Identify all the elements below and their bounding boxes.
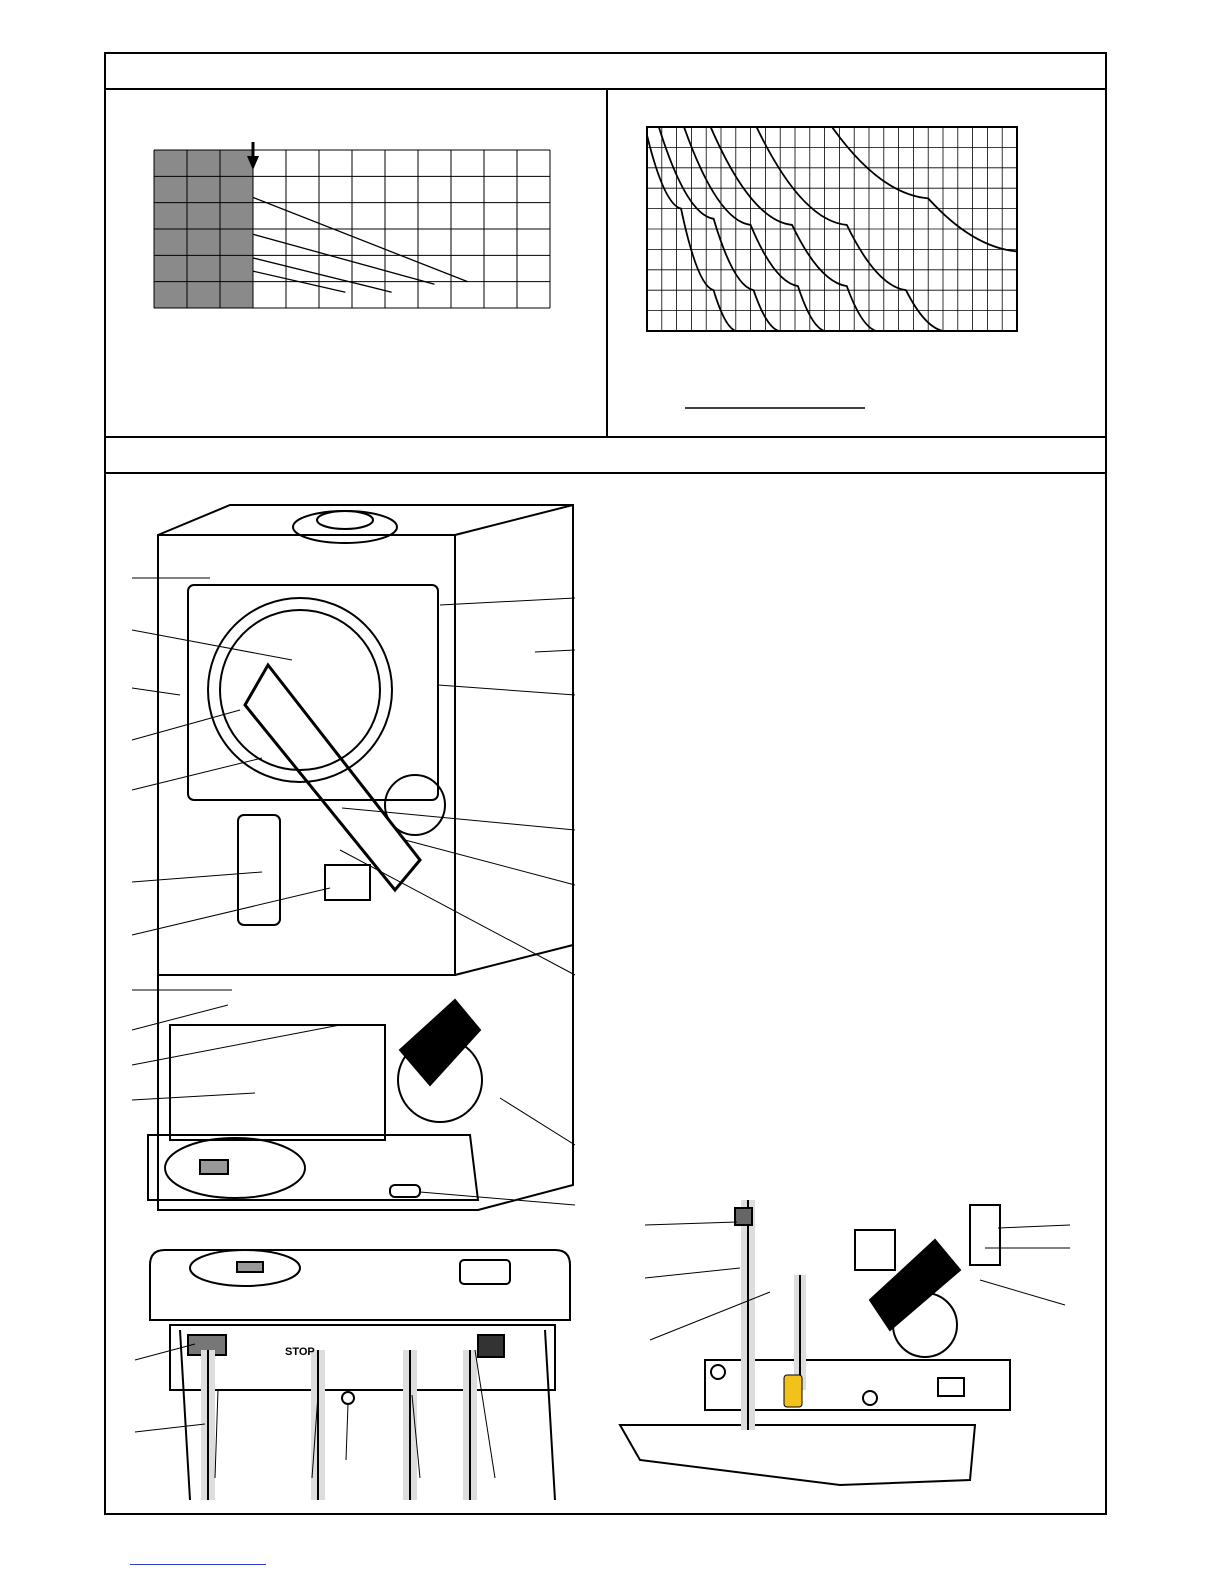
detail-front-panel bbox=[620, 1425, 975, 1485]
footer-link-underline[interactable] bbox=[130, 1564, 266, 1565]
stop-label: STOP bbox=[285, 1346, 315, 1358]
yellow-valve-handle bbox=[784, 1375, 802, 1407]
detail-valve-body bbox=[855, 1230, 895, 1270]
detail-vessel bbox=[970, 1205, 1000, 1265]
